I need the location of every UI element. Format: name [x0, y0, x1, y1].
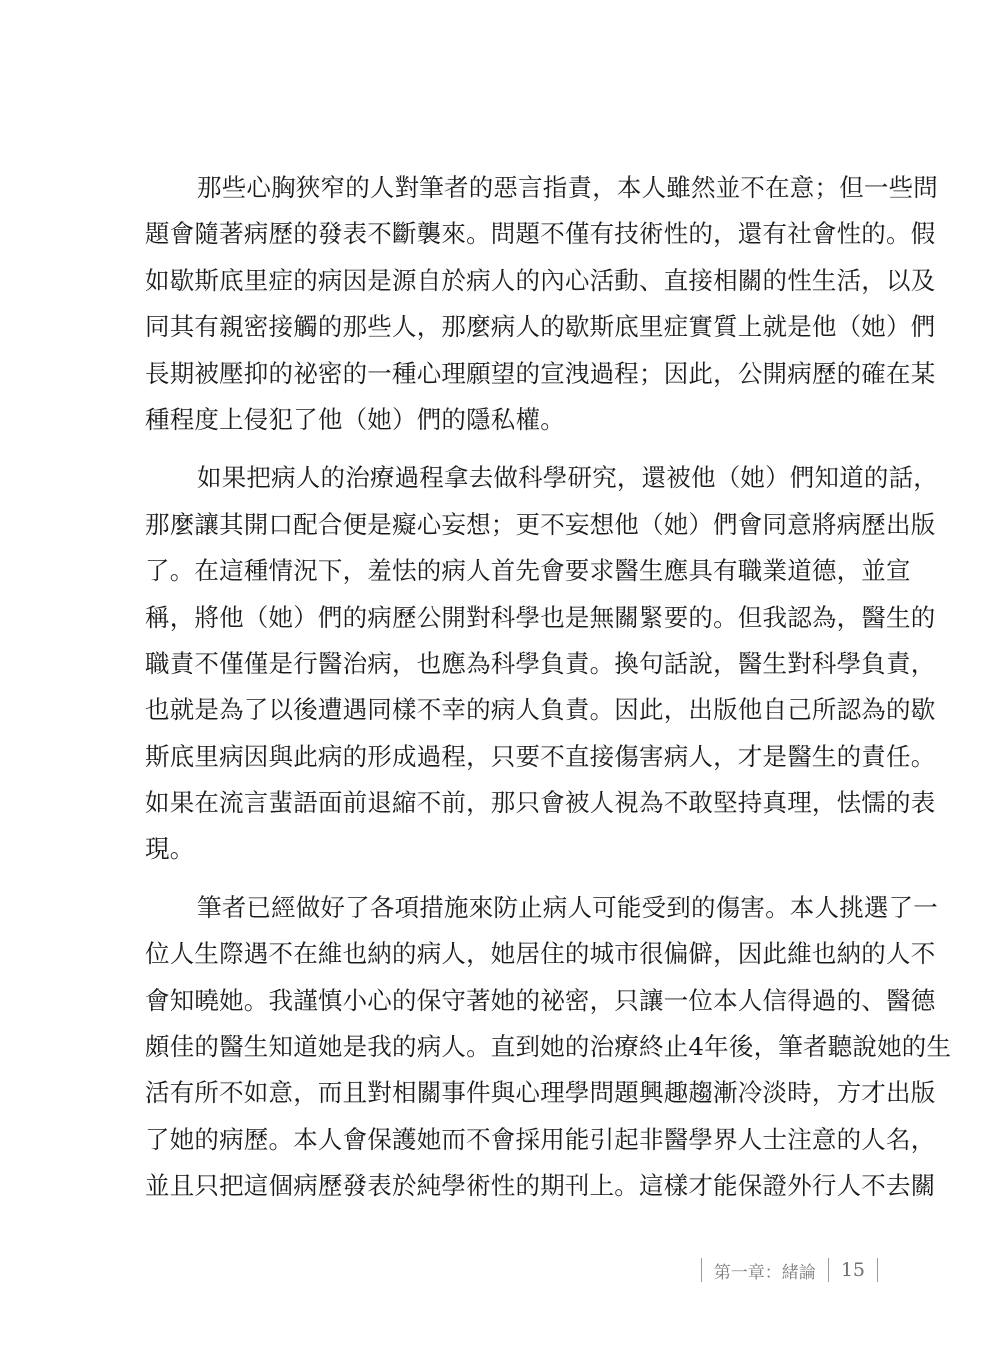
text-line: 頗佳的醫生知道她是我的病人。直到她的治療終止4年後，筆者聽說她的生: [145, 1032, 952, 1062]
paragraph-1: [145, 165, 938, 443]
text-line: 題會隨著病歷的發表不斷襲來。問題不僅有技術性的，還有社會性的。假: [145, 219, 936, 249]
text-line: 同其有親密接觸的那些人，那麼病人的歇斯底里症實質上就是他（她）們: [145, 312, 936, 342]
text-line: 位人生際遇不在維也納的病人，她居住的城市很偏僻，因此維也納的人不: [145, 939, 936, 969]
footer-divider: [877, 1258, 878, 1282]
footer-divider: [701, 1258, 702, 1282]
text-line: 長期被壓抑的祕密的一種心理願望的宣洩過程；因此，公開病歷的確在某: [145, 358, 936, 388]
text-line: 那麼讓其開口配合便是癡心妄想；更不妄想他（她）們會同意將病歷出版: [145, 509, 936, 539]
paragraph-3: [145, 885, 952, 1210]
paragraph-2: [145, 455, 938, 873]
footer-divider: [828, 1258, 829, 1282]
page-footer: [689, 1255, 890, 1285]
text-line: 筆者已經做好了各項措施來防止病人可能受到的傷害。本人挑選了一: [197, 892, 938, 922]
text-line: 了。在這種情況下，羞怯的病人首先會要求醫生應具有職業道德，並宣: [145, 556, 911, 586]
body-text: [145, 165, 952, 1210]
text-line: 現。: [145, 834, 195, 864]
text-line: 如歇斯底里症的病因是源自於病人的內心活動、直接相關的性生活，以及: [145, 265, 936, 295]
text-line: 如果把病人的治療過程拿去做科學研究，還被他（她）們知道的話，: [197, 463, 938, 493]
text-line: 並且只把這個病歷發表於純學術性的期刊上。這樣才能保證外行人不去關: [145, 1171, 936, 1201]
text-line: 稱，將他（她）們的病歷公開對科學也是無關緊要的。但我認為，醫生的: [145, 602, 936, 632]
text-line: 種程度上侵犯了他（她）們的隱私權。: [145, 404, 565, 434]
text-line: 了她的病歷。本人會保護她而不會採用能引起非醫學界人士注意的人名，: [145, 1124, 936, 1154]
text-line: 也就是為了以後遭遇同樣不幸的病人負責。因此，出版他自己所認為的歇: [145, 695, 936, 725]
text-line: 活有所不如意，而且對相關事件與心理學問題興趣趨漸冷淡時，方才出版: [145, 1078, 936, 1108]
text-line: 那些心胸狹窄的人對筆者的惡言指責，本人雖然並不在意；但一些問: [197, 173, 938, 202]
chapter-title: 第一章：緒論: [713, 1262, 816, 1283]
text-line: 會知曉她。我謹慎小心的保守著她的祕密，只讓一位本人信得過的、醫德: [145, 985, 936, 1015]
page-number: 15: [840, 1259, 865, 1281]
text-line: 如果在流言蜚語面前退縮不前，那只會被人視為不敢堅持真理，怯懦的表: [145, 788, 936, 818]
text-line: 斯底里病因與此病的形成過程，只要不直接傷害病人，才是醫生的責任。: [145, 741, 936, 771]
text-line: 職責不僅僅是行醫治病，也應為科學負責。換句話說，醫生對科學負責，: [145, 648, 936, 678]
